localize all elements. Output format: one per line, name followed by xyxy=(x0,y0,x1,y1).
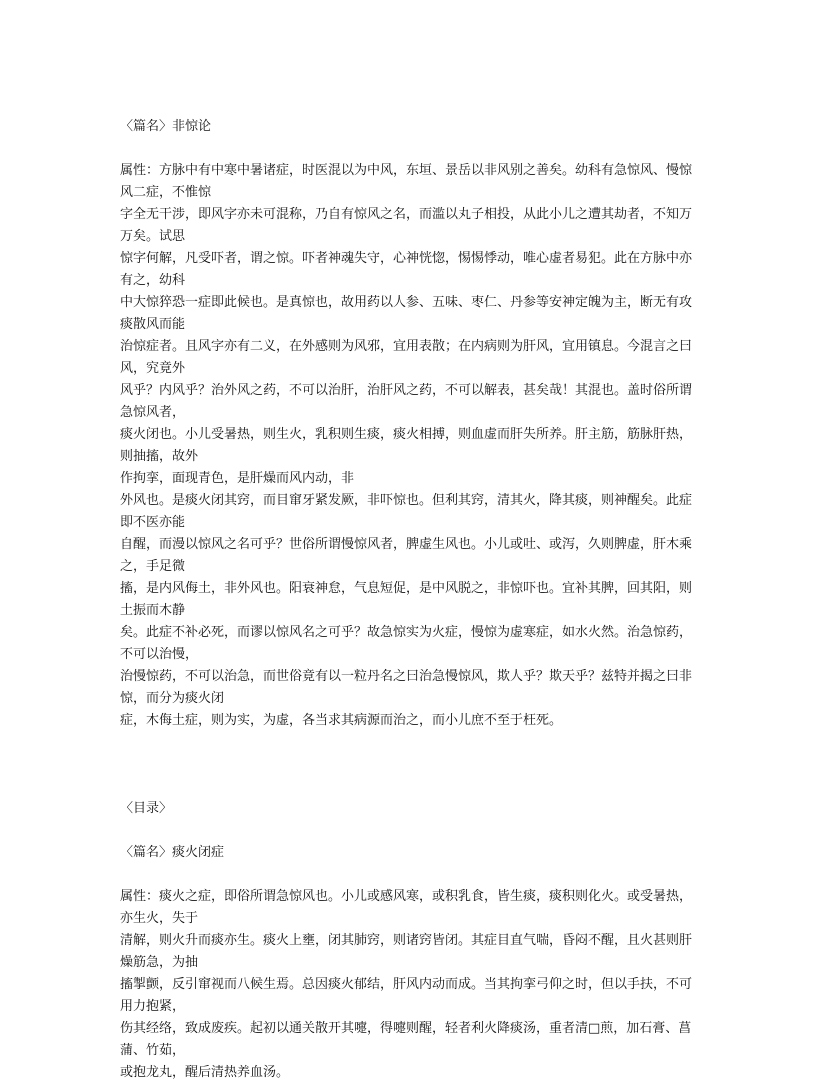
text-line: 或抱龙丸，醒后清热养血汤。 xyxy=(120,1065,290,1080)
text-line: 清解，则火升而痰亦生。痰火上壅，闭其肺窍，则诸窍皆闭。其症目直气喘，昏闷不醒，且火甚则肝燥筋急，为抽 xyxy=(120,933,693,970)
spacer xyxy=(120,138,700,160)
text-line: 字全无干涉，即风字亦未可混称，乃自有惊风之名，而滥以丸子相投，从此小儿之遭其劫者，不知万万矣。试思 xyxy=(120,207,693,244)
spacer xyxy=(120,732,700,798)
document-page xyxy=(120,116,700,1084)
spacer xyxy=(120,820,700,842)
paragraph-properties xyxy=(120,160,700,732)
text-line: 风乎？内风乎？治外风之药，不可以治肝，治肝风之药，不可以解表，甚矣哉！其混也。盖时俗所谓急惊风者， xyxy=(120,383,693,420)
text-line: 症，木侮土症，则为实，为虚，各当求其病源而治之，而小儿庶不至于枉死。 xyxy=(120,713,563,728)
text-line: 痰火闭也。小儿受暑热，则生火，乳积则生痰，痰火相搏，则血虚而肝失所养。肝主筋，筋脉肝热，则抽搐，故外 xyxy=(120,427,693,464)
text-line: 惊字何解，凡受吓者，谓之惊。吓者神魂失守，心神恍惚，惕惕悸动，唯心虚者易犯。此在方脉中亦有之，幼科 xyxy=(120,251,693,288)
text-line: 作拘挛，面现青色，是肝燥而风内动，非 xyxy=(120,471,355,486)
spacer xyxy=(120,864,700,886)
section-heading: 〈篇名〉痰火闭症 xyxy=(120,845,225,860)
section-heading: 〈篇名〉非惊论 xyxy=(120,119,212,134)
text-line: 搐，是内风侮土，非外风也。阳衰神怠，气息短促，是中风脱之，非惊吓也。宜补其脾，回其阳，则土振而木静 xyxy=(120,581,693,618)
text-line: 外风也。是痰火闭其窍，而目窜牙紧发厥，非吓惊也。但利其窍，清其火，降其痰，则神醒矣。此症即不医亦能 xyxy=(120,493,693,530)
text-line: 伤其经络，致成废疾。起初以通关散开其嚏，得嚏则醒，轻者利火降痰汤，重者清□煎，加石膏、菖蒲、竹茹， xyxy=(120,1021,692,1058)
toc-link: 〈目录〉 xyxy=(120,801,173,816)
text-line: 属性：方脉中有中寒中暑诸症，时医混以为中风，东垣、景岳以非风别之善矣。幼科有急惊风、慢惊风二症，不惟惊 xyxy=(120,163,693,200)
text-line: 属性：痰火之症，即俗所谓急惊风也。小儿或感风寒，或积乳食，皆生痰，痰积则化火。或受暑热，亦生火，失于 xyxy=(120,889,693,926)
text-line: 治惊症者。且风字亦有二义，在外感则为风邪，宜用表散；在内病则为肝风，宜用镇息。今混言之曰风，究竟外 xyxy=(120,339,693,376)
paragraph-properties xyxy=(120,886,700,1084)
text-line: 自醒，而漫以惊风之名可乎？世俗所谓慢惊风者，脾虚生风也。小儿或吐、或泻，久则脾虚，肝木乘之，手足微 xyxy=(120,537,693,574)
text-line: 中大惊猝恐一症即此候也。是真惊也，故用药以人参、五味、枣仁、丹参等安神定魄为主，断无有攻痰散风而能 xyxy=(120,295,693,332)
text-line: 矣。此症不补必死，而谬以惊风名之可乎？故急惊实为火症，慢惊为虚寒症，如水火然。治急惊药，不可以治慢， xyxy=(120,625,693,662)
text-line: 搐掣颤，反引窜视而八候生焉。总因痰火郁结，肝风内动而成。当其拘挛弓仰之时，但以手扶，不可用力抱紧， xyxy=(120,977,693,1014)
text-line: 治慢惊药，不可以治急，而世俗竟有以一粒丹名之曰治急慢惊风，欺人乎？欺天乎？兹特并揭之曰非惊，而分为痰火闭 xyxy=(120,669,693,706)
